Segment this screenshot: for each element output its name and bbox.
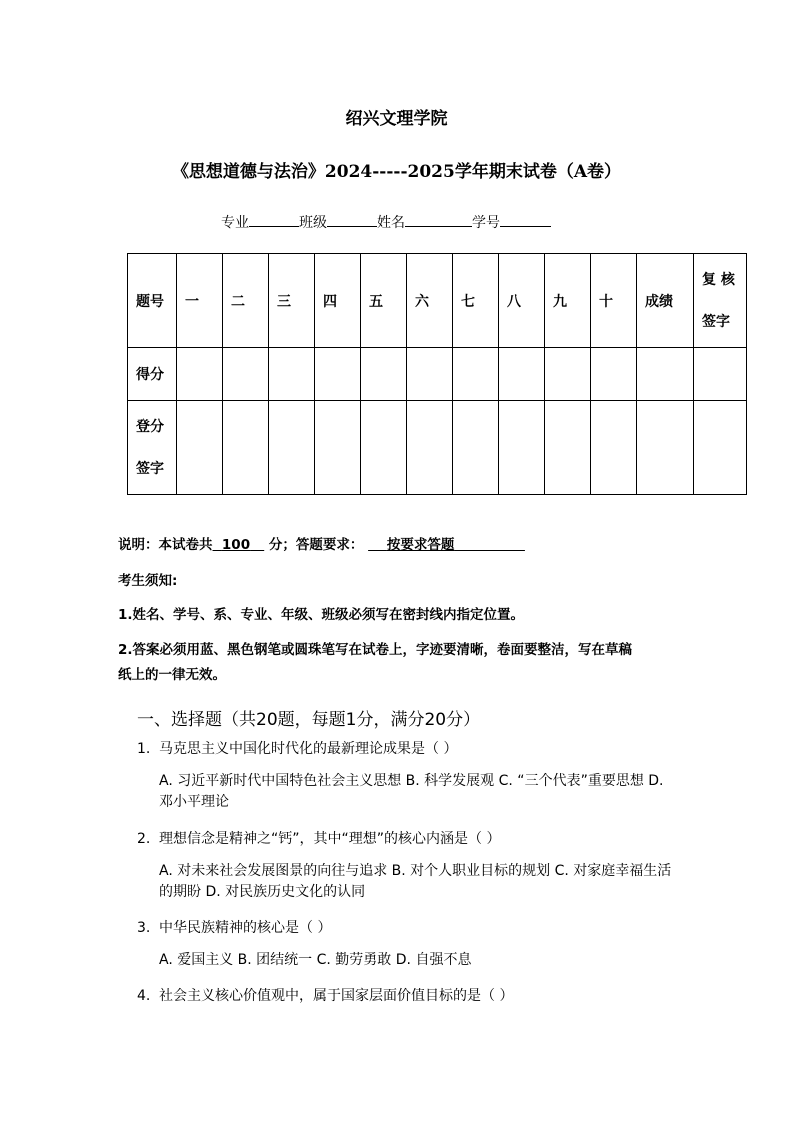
sign-line-1: 登分 (136, 418, 164, 435)
header-cell: 五 (361, 254, 407, 348)
question-1 (137, 738, 457, 758)
total-score (213, 537, 265, 553)
review-line-2: 签字 (702, 313, 730, 330)
score-cell[interactable] (223, 348, 269, 401)
question-number: 4. (137, 988, 151, 1004)
sign-cell[interactable] (545, 401, 591, 495)
question-3-options: A. 爱国主义 B. 团结统一 C. 勤劳勇敢 D. 自强不息 (159, 952, 472, 968)
id-label: 学号 (472, 215, 500, 231)
question-number: 3. (137, 920, 151, 936)
header-cell: 十 (591, 254, 637, 348)
question-2 (137, 828, 500, 848)
header-cell: 八 (499, 254, 545, 348)
requirement-value: 按要求答题 (386, 537, 455, 553)
question-number: 1. (137, 741, 151, 757)
score-table (127, 253, 747, 495)
sign-row-label (128, 401, 177, 495)
id-blank[interactable] (500, 211, 551, 227)
notice-item-2-line-2: 纸上的一律无效。 (118, 667, 226, 683)
sign-cell[interactable] (361, 401, 407, 495)
sign-row (128, 401, 747, 495)
header-cell: 三 (269, 254, 315, 348)
header-cell: 成绩 (637, 254, 694, 348)
score-cell[interactable] (177, 348, 223, 401)
notice-title: 考生须知: (118, 573, 178, 589)
sign-cell[interactable] (407, 401, 453, 495)
score-cell[interactable] (545, 348, 591, 401)
name-blank[interactable] (405, 211, 472, 227)
sign-cell[interactable] (453, 401, 499, 495)
sign-cell[interactable] (637, 401, 694, 495)
score-cell[interactable] (453, 348, 499, 401)
score-cell[interactable] (637, 348, 694, 401)
requirement (368, 537, 525, 553)
sign-cell[interactable] (269, 401, 315, 495)
sign-cell[interactable] (177, 401, 223, 495)
question-3 (137, 917, 331, 937)
note-mid: 分；答题要求： (268, 537, 364, 553)
header-cell: 七 (453, 254, 499, 348)
score-cell[interactable] (315, 348, 361, 401)
score-cell[interactable] (499, 348, 545, 401)
question-4 (137, 985, 513, 1005)
exam-note (118, 533, 525, 553)
note-prefix: 说明：本试卷共 (118, 537, 213, 553)
header-row (128, 254, 747, 348)
header-cell-review (694, 254, 747, 348)
question-2-options: A. 对未来社会发展图景的向往与追求 B. 对个人职业目标的规划 C. 对家庭幸福生活的期盼 D. 对民族历史文化的认同 (159, 863, 672, 900)
header-cell: 六 (407, 254, 453, 348)
notice-item-1: 1.姓名、学号、系、专业、年级、班级必须写在密封线内指定位置。 (118, 607, 525, 623)
name-label: 姓名 (377, 215, 405, 231)
question-text: 马克思主义中国化时代化的最新理论成果是（ ） (159, 741, 458, 757)
score-row-label: 得分 (128, 348, 177, 401)
header-cell: 一 (177, 254, 223, 348)
sign-line-2: 签字 (136, 460, 164, 477)
score-cell[interactable] (694, 348, 747, 401)
question-number: 2. (137, 831, 151, 847)
major-blank[interactable] (249, 211, 299, 227)
score-cell[interactable] (407, 348, 453, 401)
question-text: 社会主义核心价值观中，属于国家层面价值目标的是（ ） (159, 988, 514, 1004)
student-info-line (221, 211, 551, 232)
exam-title: 《思想道德与法治》2024-----2025学年期末试卷（A卷） (171, 162, 622, 182)
section-title: 一、选择题（共20题，每题1分，满分20分） (137, 710, 481, 730)
sign-cell[interactable] (499, 401, 545, 495)
sign-cell[interactable] (694, 401, 747, 495)
question-text: 理想信念是精神之“钙”，其中“理想”的核心内涵是（ ） (159, 831, 501, 847)
header-cell: 二 (223, 254, 269, 348)
sign-cell[interactable] (591, 401, 637, 495)
total-score-value: 100 (221, 537, 251, 553)
sign-cell[interactable] (315, 401, 361, 495)
school-name: 绍兴文理学院 (345, 109, 448, 129)
question-text: 中华民族精神的核心是（ ） (159, 920, 332, 936)
header-cell: 四 (315, 254, 361, 348)
major-label: 专业 (221, 215, 249, 231)
score-cell[interactable] (269, 348, 315, 401)
score-cell[interactable] (591, 348, 637, 401)
score-cell[interactable] (361, 348, 407, 401)
class-label: 班级 (299, 215, 327, 231)
question-1-options: A. 习近平新时代中国特色社会主义思想 B. 科学发展观 C. “三个代表”重要思想 D. 邓小平理论 (159, 773, 664, 810)
sign-cell[interactable] (223, 401, 269, 495)
review-line-1: 复 核 (702, 271, 735, 288)
score-row (128, 348, 747, 401)
header-cell: 题号 (128, 254, 177, 348)
notice-item-2-line-1: 2.答案必须用蓝、黑色钢笔或圆珠笔写在试卷上，字迹要清晰，卷面要整洁，写在草稿 (118, 642, 633, 658)
class-blank[interactable] (327, 211, 377, 227)
header-cell: 九 (545, 254, 591, 348)
